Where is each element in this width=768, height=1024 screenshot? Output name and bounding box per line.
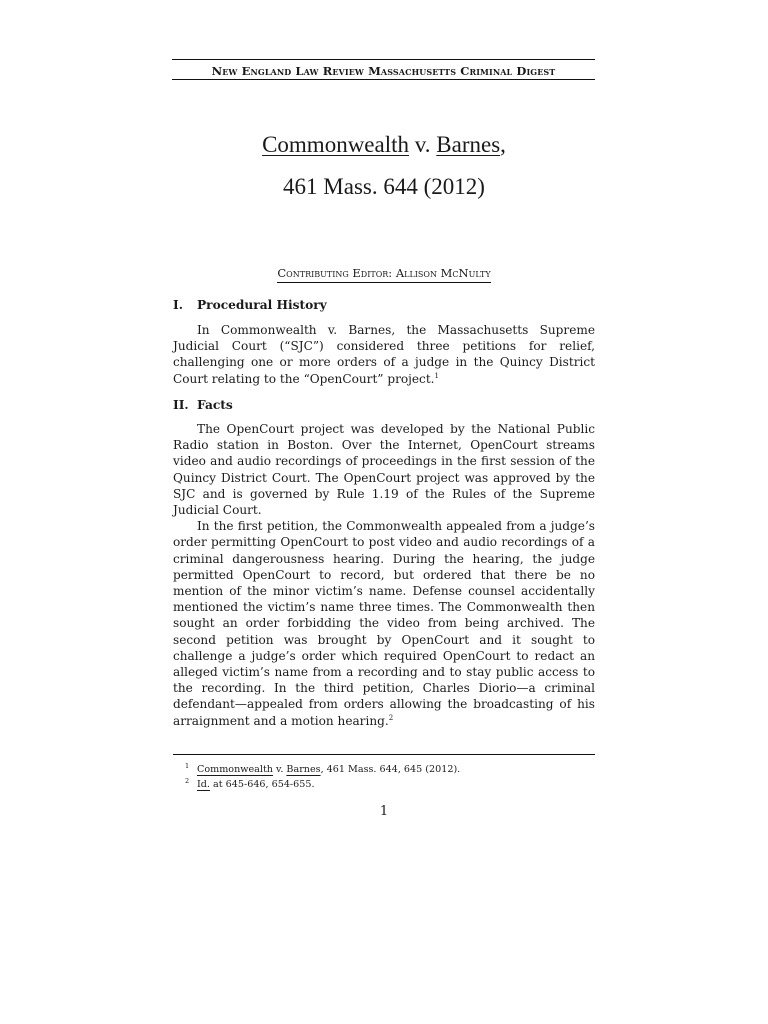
paragraph: The OpenCourt project was developed by the National Public Radio station in Boston. Over the Internet, OpenCourt streams video and audio recordings of proceedings in the first session of the Quincy District Court. The OpenCourt project was approved by the SJC and is governed by Rule 1.19 of the Rules of the Supreme Judicial Court. [173, 422, 595, 518]
paragraph: In Commonwealth v. Barnes, the Massachusetts Supreme Judicial Court (“SJC”) considered three petitions for relief, challenging one or more orders of a judge in the Quincy District Court relating to the “OpenCourt” project.$^1$ [173, 323, 595, 386]
contributing-editor: Contributing Editor: Allison McNulty [277, 266, 490, 283]
contributing-editor-line [0, 266, 768, 283]
section-heading-procedural-history [173, 297, 595, 313]
case-party-a: Commonwealth [262, 132, 410, 157]
running-head [172, 59, 595, 80]
case-title-comma: , [500, 132, 506, 157]
footnote-mark: 2 [185, 777, 190, 785]
footnote: 1 Commonwealth v. Barnes, 461 Mass. 644, 645 (2012). [173, 762, 595, 777]
footnote-ref: 1 [434, 371, 439, 380]
case-party-b: Barnes [436, 132, 501, 157]
paragraph: In the first petition, the Commonwealth appealed from a judge’s order permitting OpenCourt to post video and audio recordings of a criminal dangerousness hearing. During the hearing, the judge permitted OpenCourt to record, but ordered that there be no mention of the minor victim’s name. Defense counsel accidentally mentioned the victim’s name three times. The Commonwealth then sought an order forbidding the video from being archived. The second petition was brought by OpenCourt and it sought to challenge a judge’s order which required OpenCourt to redact an alleged victim’s name from a recording and to stay public access to the recording. In the third petition, Charles Diorio—a criminal defendant—appealed from orders allowing the broadcasting of his arraignment and a motion hearing.$^2$ [173, 519, 595, 728]
case-title [0, 132, 768, 158]
case-v: v. [414, 132, 431, 157]
section-body-procedural-history [173, 322, 595, 387]
section-title: Facts [197, 398, 233, 412]
section-title: Procedural History [197, 298, 327, 312]
footnote-ref: 2 [388, 713, 394, 722]
footnote-mark: 1 [185, 762, 190, 770]
section-heading-facts [173, 397, 595, 413]
section-number: I. [173, 298, 183, 312]
page-number: 1 [379, 804, 389, 819]
footnote-divider [173, 754, 595, 755]
section-number: II. [173, 398, 189, 412]
case-citation: 461 Mass. 644 (2012) [283, 174, 485, 199]
section-body-facts [173, 421, 595, 729]
running-head-text: New England Law Review Massachusetts Criminal Digest [211, 64, 556, 78]
footnote: 2 Id. at 645-646, 654-655. [173, 777, 595, 792]
footnotes [173, 762, 595, 792]
